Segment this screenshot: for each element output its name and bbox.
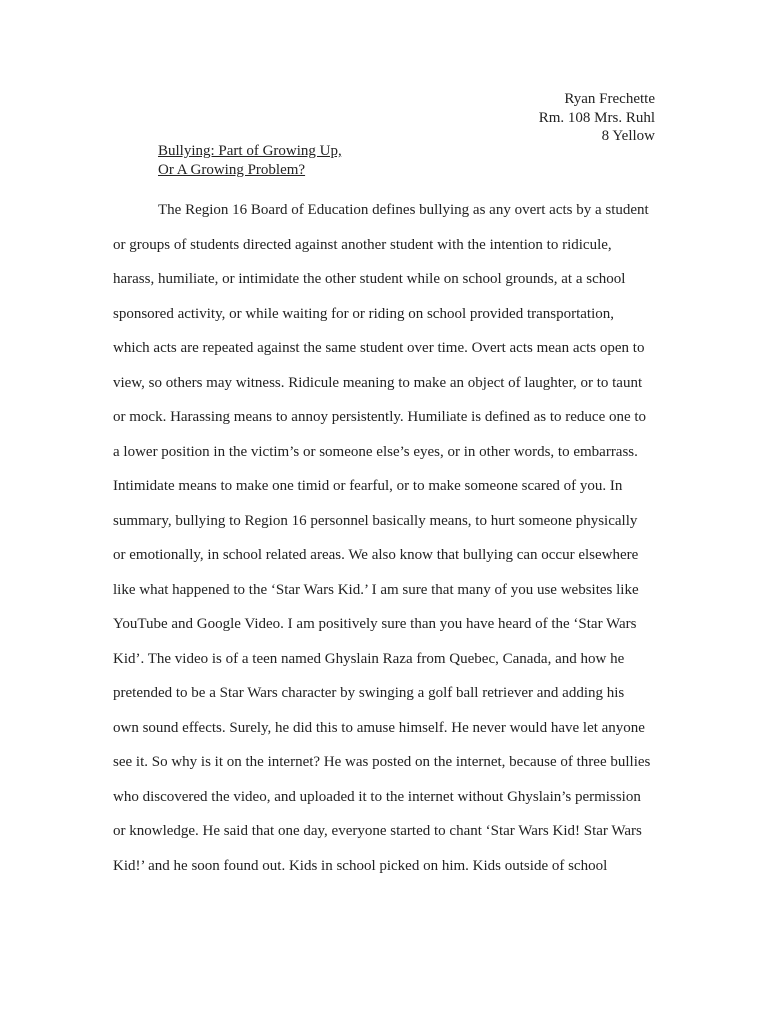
body-line: harass, humiliate, or intimidate the other student while on school grounds, at a school	[113, 271, 626, 287]
body-line: Intimidate means to make one timid or fearful, or to make someone scared of you. In	[113, 478, 623, 494]
body-line: Kid’. The video is of a teen named Ghyslain Raza from Quebec, Canada, and how he	[113, 650, 625, 667]
body-line: or groups of students directed against another student with the intention to ridicule,	[113, 236, 612, 253]
body-line: Kid!’ and he soon found out. Kids in school picked on him. Kids outside of school	[113, 857, 608, 874]
author-name: Ryan Frechette	[564, 91, 655, 107]
essay-title	[158, 142, 342, 179]
room-teacher: Rm. 108 Mrs. Ruhl	[538, 109, 655, 126]
body-line: view, so others may witness. Ridicule meaning to make an object of laughter, or to taunt	[113, 374, 643, 391]
body-line: The Region 16 Board of Education defines bullying as any overt acts by a student	[158, 202, 649, 218]
body-line: or knowledge. He said that one day, everyone started to chant ‘Star Wars Kid! Star Wars	[113, 823, 642, 839]
body-line: a lower position in the victim’s or someone else’s eyes, or in other words, to embarrass.	[113, 443, 638, 460]
body-line: pretended to be a Star Wars character by swinging a golf ball retriever and adding his	[113, 685, 625, 701]
essay-body	[113, 196, 658, 886]
heading-block	[539, 90, 655, 146]
title-line-1: Bullying: Part of Growing Up,	[158, 143, 342, 159]
body-line: own sound effects. Surely, he did this to amuse himself. He never would have let anyone	[113, 719, 645, 736]
body-line: like what happened to the ‘Star Wars Kid.’ I am sure that many of you use websites like	[113, 581, 639, 598]
body-line: summary, bullying to Region 16 personnel basically means, to hurt someone physically	[113, 512, 638, 529]
body-line: who discovered the video, and uploaded it to the internet without Ghyslain’s permission	[113, 788, 641, 805]
body-line: YouTube and Google Video. I am positively sure than you have heard of the ‘Star Wars	[113, 616, 637, 632]
body-line: or emotionally, in school related areas. We also know that bullying can occur elsewhere	[113, 547, 639, 563]
class-name: 8 Yellow	[601, 128, 655, 144]
title-line-2: Or A Growing Problem?	[158, 161, 306, 178]
body-line: see it. So why is it on the internet? He was posted on the internet, because of three bullies	[113, 754, 651, 770]
body-line: which acts are repeated against the same student over time. Overt acts mean acts open to	[113, 340, 645, 356]
body-line: or mock. Harassing means to annoy persistently. Humiliate is defined as to reduce one to	[113, 409, 647, 425]
body-line: sponsored activity, or while waiting for or riding on school provided transportation,	[113, 305, 615, 322]
